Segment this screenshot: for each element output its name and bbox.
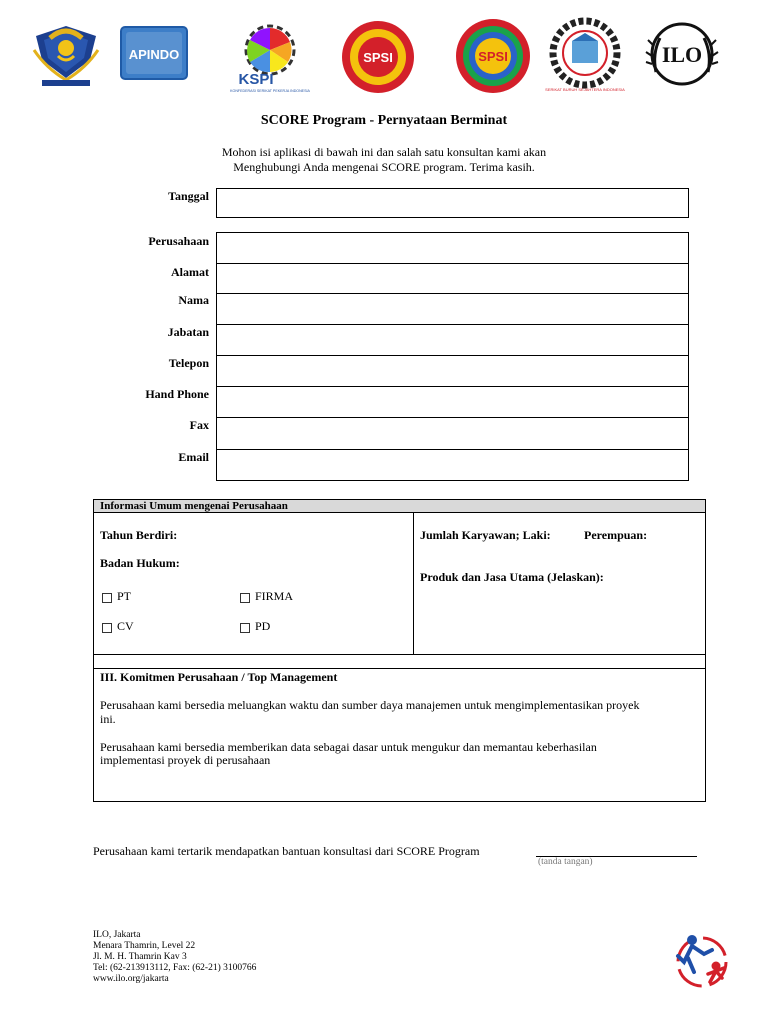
general-info-divider (413, 513, 414, 654)
perusahaan-label: Perusahaan (148, 234, 209, 248)
logo-ilo (642, 16, 722, 94)
perempuan-label: Perempuan: (584, 528, 648, 542)
logo-apindo (120, 26, 188, 80)
jumlah-karyawan-label: Jumlah Karyawan; Laki: (420, 528, 551, 542)
pd-label: PD (255, 619, 271, 633)
pd-checkbox[interactable] (240, 623, 250, 633)
score-logo (670, 928, 734, 992)
apindo-wordmark: APINDO (128, 47, 180, 62)
produk-label: Produk dan Jasa Utama (Jelaskan): (420, 570, 604, 584)
commitment-para2-line1: Perusahaan kami bersedia memberikan data sebagai dasar untuk mengukur dan memantau keberhasilan (100, 740, 597, 754)
logo-spsi-2 (452, 16, 534, 96)
ilo-wordmark: ILO (661, 42, 703, 67)
email-field[interactable] (216, 449, 689, 481)
commitment-header: III. Komitmen Perusahaan / Top Management (100, 670, 338, 684)
footer-line-3: Jl. M. H. Thamrin Kav 3 (93, 952, 187, 962)
kspi-wordmark: KSPI (238, 71, 274, 88)
nama-label: Nama (178, 293, 209, 307)
hand-phone-label: Hand Phone (145, 387, 209, 401)
pt-label: PT (117, 589, 132, 603)
svg-text:KONFEDERASI SERIKAT PEKERJA IN: KONFEDERASI SERIKAT PEKERJA INDONESIA (230, 89, 310, 93)
footer-address (93, 930, 256, 985)
cv-label: CV (117, 619, 134, 633)
tahun-berdiri-label: Tahun Berdiri: (100, 528, 178, 542)
alamat-field[interactable] (216, 263, 689, 294)
logo-sbsi (542, 17, 628, 97)
logo-spsi-1 (337, 18, 419, 96)
badan-hukum-label: Badan Hukum: (100, 556, 180, 570)
logo-kemnaker (28, 20, 104, 90)
footer-line-1: ILO, Jakarta (93, 930, 141, 940)
fax-label: Fax (189, 418, 209, 432)
commitment-para2-line2: implementasi proyek di perusahaan (100, 753, 271, 767)
fax-field[interactable] (216, 417, 689, 450)
footer-line-4: Tel: (62-213913112, Fax: (62-21) 3100766 (93, 963, 257, 973)
pt-checkbox[interactable] (102, 593, 112, 603)
jabatan-label: Jabatan (167, 325, 209, 339)
firma-checkbox[interactable] (240, 593, 250, 603)
signature-statement: Perusahaan kami tertarik mendapatkan bantuan konsultasi dari SCORE Program (93, 844, 480, 858)
footer-line-2: Menara Thamrin, Level 22 (93, 941, 196, 951)
commitment-para1-line1: Perusahaan kami bersedia meluangkan waktu dan sumber daya manajemen untuk mengimplementasikan proyek (100, 698, 640, 712)
telepon-field[interactable] (216, 355, 689, 387)
footer-line-5: www.ilo.org/jakarta (93, 974, 169, 984)
logo-kspi (218, 22, 322, 94)
spsi-wordmark-1: SPSI (363, 50, 393, 65)
tanggal-label: Tanggal (168, 189, 209, 203)
jabatan-field[interactable] (216, 324, 689, 356)
email-label: Email (178, 450, 209, 464)
telepon-label: Telepon (168, 356, 209, 370)
svg-text:SERIKAT BURUH SEJAHTERA INDONE: SERIKAT BURUH SEJAHTERA INDONESIA (545, 87, 625, 92)
commitment-spacer (93, 654, 706, 669)
alamat-label: Alamat (171, 265, 209, 279)
firma-label: FIRMA (255, 589, 294, 603)
signature-caption: (tanda tangan) (538, 857, 593, 867)
hand-phone-field[interactable] (216, 386, 689, 418)
intro-line-2: Menghubungi Anda mengenai SCORE program. Terima kasih. (233, 160, 535, 174)
nama-field[interactable] (216, 293, 689, 325)
commitment-box (93, 668, 706, 802)
commitment-para1-line2: ini. (100, 712, 116, 726)
general-info-header: Informasi Umum mengenai Perusahaan (93, 499, 706, 513)
intro-line-1: Mohon isi aplikasi di bawah ini dan salah satu konsultan kami akan (221, 145, 547, 159)
perusahaan-field[interactable] (216, 232, 689, 264)
spsi-wordmark-2: SPSI (478, 49, 508, 64)
cv-checkbox[interactable] (102, 623, 112, 633)
page-title: SCORE Program - Pernyataan Berminat (260, 113, 508, 128)
tanggal-field[interactable] (216, 188, 689, 218)
